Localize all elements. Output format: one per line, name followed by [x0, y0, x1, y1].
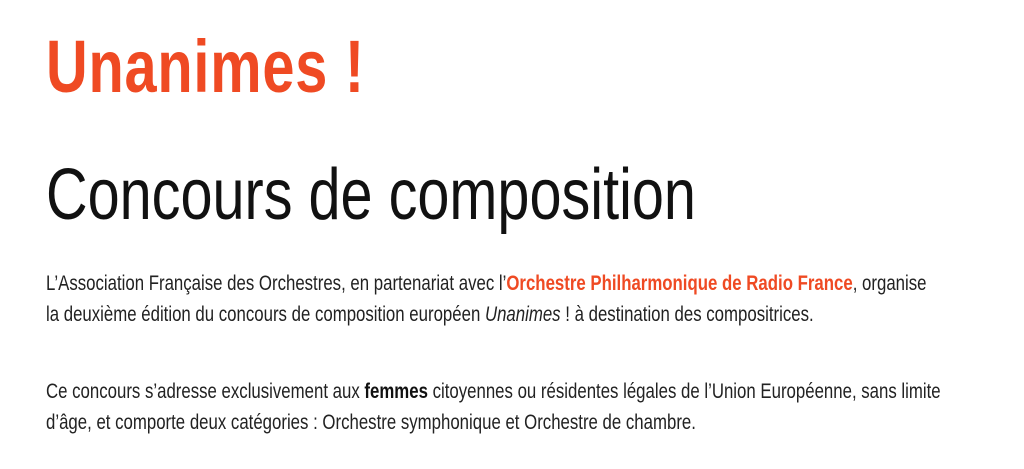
- intro-text-start: L’Association Française des Orchestres, en partenariat avec l’: [46, 272, 507, 295]
- eligibility-paragraph: [46, 376, 942, 438]
- eligibility-text-end: citoyennes ou résidentes légales de l’Union Européenne, sans limite d’âge, et comporte deux catégories : Orchestre symphonique et Orchestre de chambre.: [46, 380, 941, 434]
- intro-text-end: ! à destination des compositrices.: [560, 303, 814, 326]
- intro-text-middle: , organise la deuxième édition du concours de composition européen: [46, 272, 927, 326]
- competition-title: Unanimes: [484, 303, 561, 326]
- page-subtitle: Concours de composition: [46, 155, 696, 235]
- page-headline: Unanimes !: [46, 25, 365, 108]
- eligibility-emphasis: femmes: [364, 380, 428, 403]
- eligibility-text-start: Ce concours s’adresse exclusivement aux: [46, 380, 365, 403]
- intro-paragraph: [46, 268, 942, 330]
- orchestra-link[interactable]: Orchestre Philharmonique de Radio France: [506, 272, 853, 295]
